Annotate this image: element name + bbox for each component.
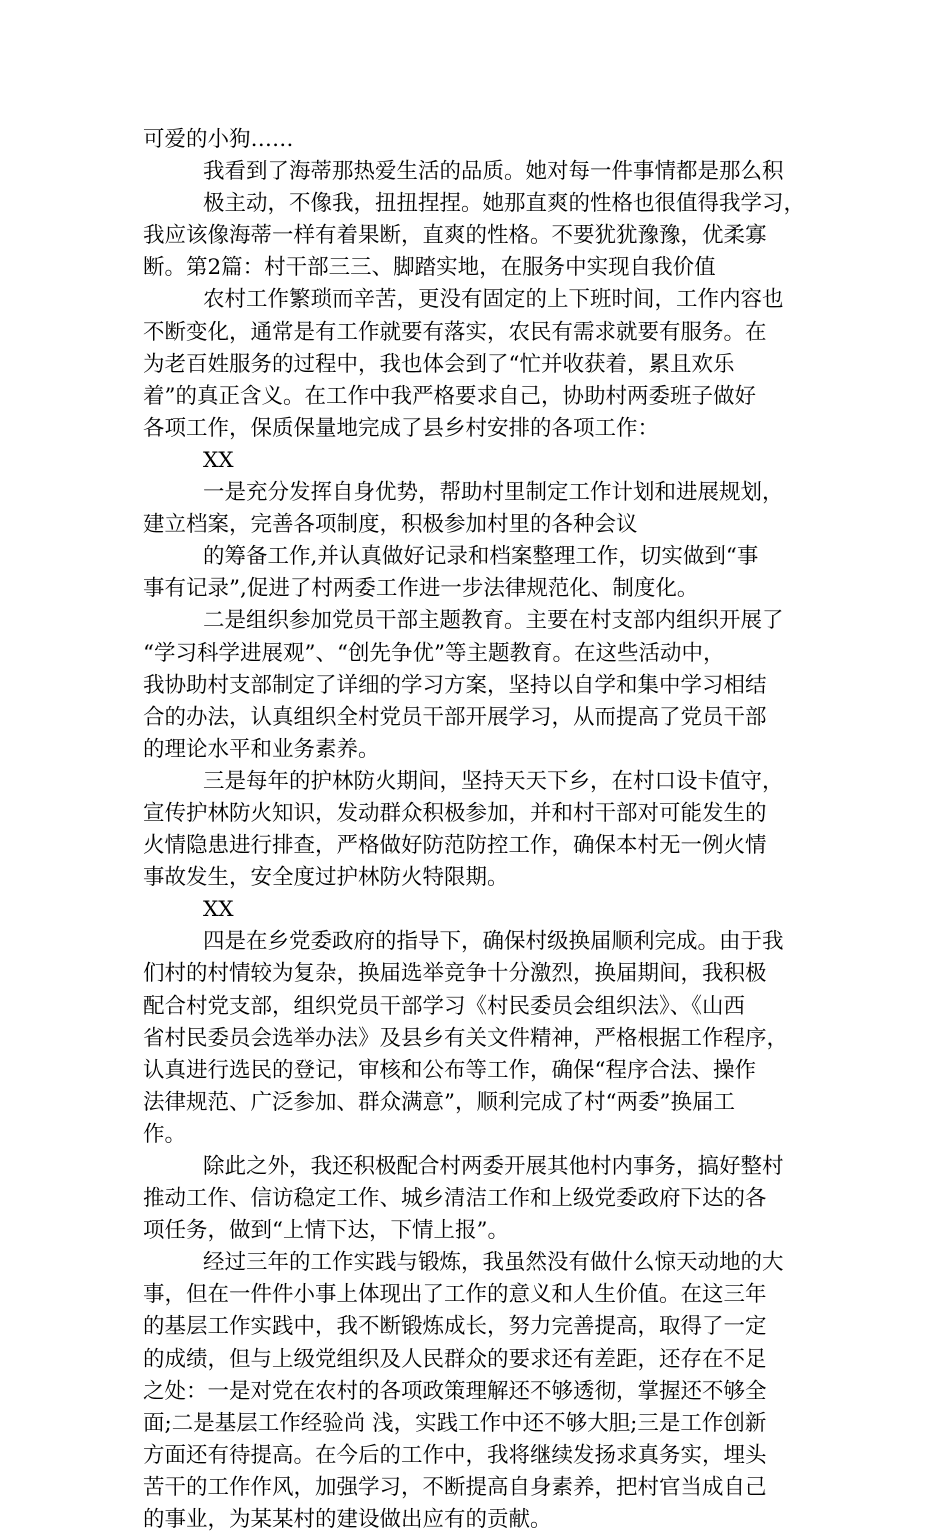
text-line: XX — [203, 897, 234, 923]
text-line: 除此之外，我还积极配合村两委开展其他村内事务，搞好整村 — [203, 1154, 784, 1179]
text-line: 火情隐患进行排查，严格做好防范防控工作，确保本村无一例火情 — [143, 833, 767, 859]
text-line: 的成绩，但与上级党组织及人民群众的要求还有差距，还存在不足 — [143, 1346, 767, 1372]
text-line: 着”的真正含义。在工作中我严格要求自己，协助村两委班子做好 — [143, 383, 756, 409]
text-line: 项任务，做到“上情下达，下情上报”。 — [143, 1218, 509, 1244]
text-line: 我协助村支部制定了详细的学习方案，坚持以自学和集中学习相结 — [143, 672, 767, 698]
text-line: 苦干的工作作风，加强学习，不断提高自身素养，把村官当成自己 — [143, 1474, 767, 1500]
text-line: 极主动，不像我，扭扭捏捏。她那直爽的性格也很值得我学习， — [203, 191, 806, 217]
text-line: 我应该像海蒂一样有着果断，直爽的性格。不要犹犹豫豫，优柔寡 — [143, 223, 767, 249]
text-line: 不断变化，通常是有工作就要有落实，农民有需求就要有服务。在 — [143, 319, 767, 345]
text-line: 的筹备工作,并认真做好记录和档案整理工作，切实做到“事 — [203, 544, 759, 570]
text-line: 宣传护林防火知识，发动群众积极参加，并和村干部对可能发生的 — [143, 800, 767, 826]
text-line: 二是组织参加党员干部主题教育。主要在村支部内组织开展了 — [203, 608, 784, 634]
text-line: 省村民委员会选举办法》及县乡有关文件精神，严格根据工作程序， — [143, 1025, 789, 1051]
text-line: 的事业，为某某村的建设做出应有的贡献。 — [143, 1507, 552, 1533]
text-line: 之处：一是对党在农村的各项政策理解还不够透彻，掌握还不够全 — [143, 1378, 767, 1404]
text-line: 事故发生，安全度过护林防火特限期。 — [143, 865, 509, 891]
text-line: 为老百姓服务的过程中，我也体会到了“忙并收获着，累且欢乐 — [143, 351, 735, 377]
document-body — [143, 124, 823, 1536]
text-line: 农村工作繁琐而辛苦，更没有固定的上下班时间，工作内容也 — [203, 287, 784, 313]
text-line: 经过三年的工作实践与锻炼，我虽然没有做什么惊天动地的大 — [203, 1250, 784, 1276]
text-line: 们村的村情较为复杂，换届选举竞争十分激烈，换届期间，我积极 — [143, 961, 767, 987]
text-line: 配合村党支部，组织党员干部学习《村民委员会组织法》、《山西 — [143, 993, 746, 1019]
text-line: 断。第2篇：村干部三三、脚踏实地，在服务中实现自我价值 — [143, 255, 716, 281]
text-line: 事有记录”,促进了村两委工作进一步法律规范化、制度化。 — [143, 576, 699, 602]
text-line: 三是每年的护林防火期间，坚持天天下乡，在村口设卡值守， — [203, 768, 784, 794]
text-line: 可爱的小狗…… — [143, 127, 294, 152]
text-line: 的理论水平和业务素养。 — [143, 736, 380, 762]
text-line: 建立档案，完善各项制度，积极参加村里的各种会议 — [143, 512, 638, 538]
text-line: 面;二是基层工作经验尚 浅，实践工作中还不够大胆;三是工作创新 — [143, 1410, 767, 1436]
text-line: 方面还有待提高。在今后的工作中，我将继续发扬求真务实，埋头 — [143, 1442, 767, 1468]
text-line: 我看到了海蒂那热爱生活的品质。她对每一件事情都是那么积 — [203, 159, 784, 185]
text-line: 四是在乡党委政府的指导下，确保村级换届顺利完成。由于我 — [203, 929, 784, 955]
text-line: XX — [203, 447, 234, 473]
text-line: 认真进行选民的登记，审核和公布等工作，确保“程序合法、操作 — [143, 1057, 756, 1083]
text-line: 合的办法，认真组织全村党员干部开展学习，从而提高了党员干部 — [143, 704, 767, 730]
text-line: 的基层工作实践中，我不断锻炼成长，努力完善提高，取得了一定 — [143, 1314, 767, 1340]
text-line: 事，但在一件件小事上体现出了工作的意义和人生价值。在这三年 — [143, 1282, 767, 1308]
text-line: 一是充分发挥自身优势，帮助村里制定工作计划和进展规划， — [203, 480, 784, 506]
text-line: 法律规范、广泛参加、群众满意”，顺利完成了村“两委”换届工 — [143, 1089, 735, 1115]
text-line: 推动工作、信访稳定工作、城乡清洁工作和上级党委政府下达的各 — [143, 1186, 767, 1212]
text-line: 各项工作，保质保量地完成了县乡村安排的各项工作： — [143, 415, 660, 441]
text-line: “学习科学进展观”、“创先争优”等主题教育。在这些活动中， — [143, 640, 725, 666]
text-line: 作。 — [143, 1121, 187, 1147]
